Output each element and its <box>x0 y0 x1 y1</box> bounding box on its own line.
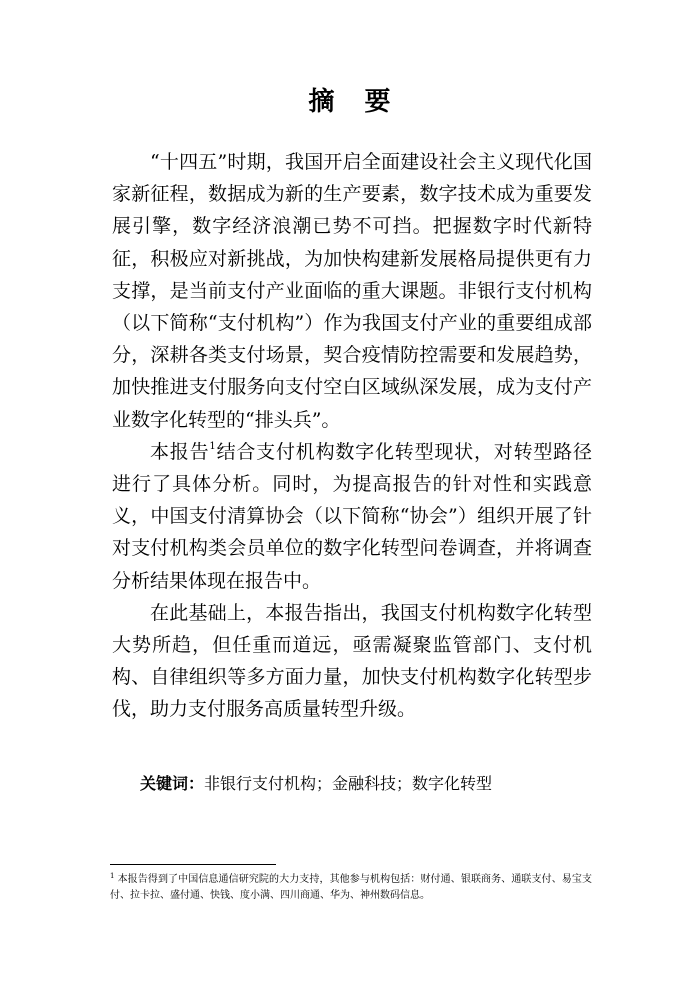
paragraph-3-text: 在此基础上，本报告指出，我国支付机构数字化转型大势所趋，但任重而道远，亟需凝聚监管部门、支付机构、自律组织等多方面力量，加快支付机构数字化转型步伐，助力支付服务高质量转型升级。 <box>112 601 592 721</box>
footnote <box>110 872 592 904</box>
paragraph-2-text: 结合支付机构数字化转型现状，对转型路径进行了具体分析。同时，为提高报告的针对性和实践意义，中国支付清算协会（以下简称“协会”）组织开展了针对支付机构类会员单位的数字化转型问卷调查，并将调查分析结果体现在报告中。 <box>112 440 592 592</box>
footnote-divider <box>110 864 276 865</box>
keywords-line <box>140 771 492 797</box>
footnote-text: 本报告得到了中国信息通信研究院的大力支持，其他参与机构包括：财付通、银联商务、通联支付、易宝支付、拉卡拉、盛付通、快钱、度小满、四川商通、华为、神州数码信息。 <box>110 874 592 901</box>
paragraph-3 <box>112 597 592 726</box>
paragraph-1-text: “十四五”时期，我国开启全面建设社会主义现代化国家新征程，数据成为新的生产要素，数字技术成为重要发展引擎，数字经济浪潮已势不可挡。把握数字时代新特征，积极应对新挑战，为加快构建新发展格局提供更有力支撑，是当前支付产业面临的重大课题。非银行支付机构（以下简称“支付机构”）作为我国支付产业的重要组成部分，深耕各类支付场景，契合疫情防控需要和发展趋势，加快推进支付服务向支付空白区域纵深发展，成为支付产业数字化转型的“排头兵”。 <box>112 151 592 431</box>
page-title: 摘要 <box>308 87 421 117</box>
abstract-body <box>112 146 592 726</box>
keywords-label: 关键词： <box>140 774 205 793</box>
paragraph-1 <box>112 146 592 436</box>
keywords-value: 非银行支付机构；金融科技；数字化转型 <box>204 774 493 793</box>
paragraph-2 <box>112 436 592 597</box>
footnote-marker: 1 <box>110 872 115 880</box>
footnote-reference[interactable]: 1 <box>209 440 216 452</box>
paragraph-2-lead: 本报告 <box>150 440 210 463</box>
